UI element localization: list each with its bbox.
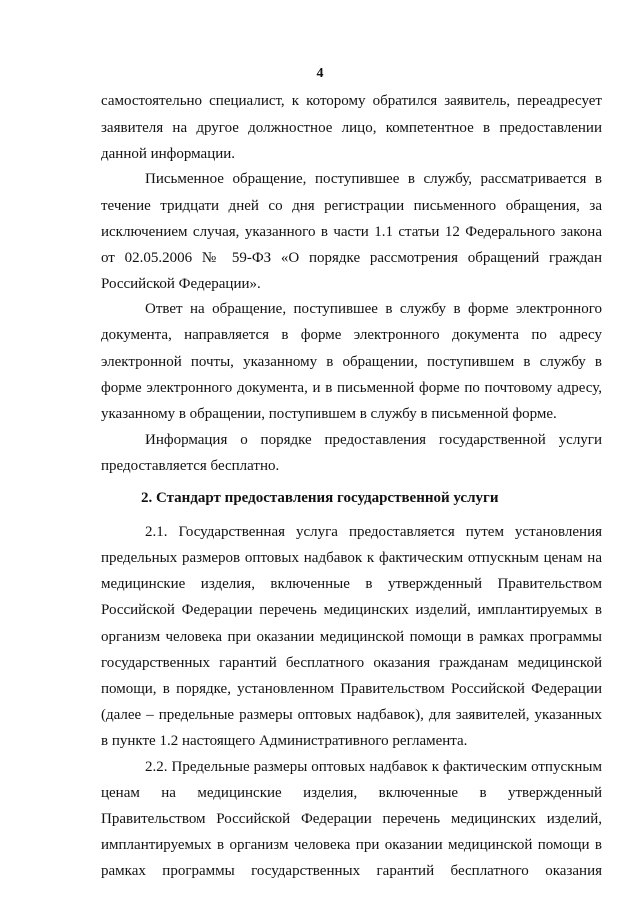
text-line: данной информации. xyxy=(101,146,236,162)
text-line: помощи, в порядке, установленном Правительством Российской Федерации xyxy=(101,681,602,697)
text-line: Ответ на обращение, поступившее в службу в форме электронного xyxy=(145,301,602,317)
section-heading: 2. Стандарт предоставления государственной услуги xyxy=(141,490,499,506)
text-line: медицинские изделия, включенные в утвержденный Правительством xyxy=(101,576,602,592)
text-line: Информация о порядке предоставления государственной услуги xyxy=(145,432,602,448)
text-line: организм человека при оказании медицинской помощи в рамках программы xyxy=(101,629,602,645)
text-line: документа, направляется в форме электронного документа по адресу xyxy=(101,327,602,343)
text-line: (далее – предельные размеры оптовых надбавок), для заявителей, указанных xyxy=(101,707,602,723)
text-line: Российской Федерации». xyxy=(101,276,261,292)
text-line: указанному в обращении, поступившем в службу в письменной форме. xyxy=(101,406,557,422)
page-number: 4 xyxy=(316,66,324,81)
text-line: государственных гарантий бесплатного оказания гражданам медицинской xyxy=(101,655,602,671)
text-line: рамках программы государственных гарантий бесплатного оказания xyxy=(101,863,602,879)
text-line: ценам на медицинские изделия, включенные в утвержденный xyxy=(101,785,602,801)
text-line: 2.1. Государственная услуга предоставляется путем установления xyxy=(145,524,602,540)
text-line: от 02.05.2006 № 59-ФЗ «О порядке рассмотрения обращений граждан xyxy=(101,250,602,266)
text-line: заявителя на другое должностное лицо, компетентное в предоставлении xyxy=(101,120,602,136)
text-line: Правительством Российской Федерации перечень медицинских изделий, xyxy=(101,811,602,827)
text-line: форме электронного документа, и в письменной форме по почтовому адресу, xyxy=(101,380,602,396)
text-line: в пункте 1.2 настоящего Административного регламента. xyxy=(101,733,468,749)
text-line: предоставляется бесплатно. xyxy=(101,458,280,474)
text-line: имплантируемых в организм человека при оказании медицинской помощи в xyxy=(101,837,602,853)
text-line: Письменное обращение, поступившее в службу, рассматривается в xyxy=(145,171,602,187)
text-line: самостоятельно специалист, к которому обратился заявитель, переадресует xyxy=(101,93,602,109)
text-line: исключением случая, указанного в части 1.1 статьи 12 Федерального закона xyxy=(101,224,602,240)
text-line: Российской Федерации перечень медицинских изделий, имплантируемых в xyxy=(101,602,602,618)
text-line: предельных размеров оптовых надбавок к фактическим отпускным ценам на xyxy=(101,550,602,566)
text-line: электронной почты, указанному в обращении, поступившем в службу в xyxy=(101,354,602,370)
text-line: течение тридцати дней со дня регистрации письменного обращения, за xyxy=(101,198,602,214)
text-line: 2.2. Предельные размеры оптовых надбавок к фактическим отпускным xyxy=(145,759,602,775)
